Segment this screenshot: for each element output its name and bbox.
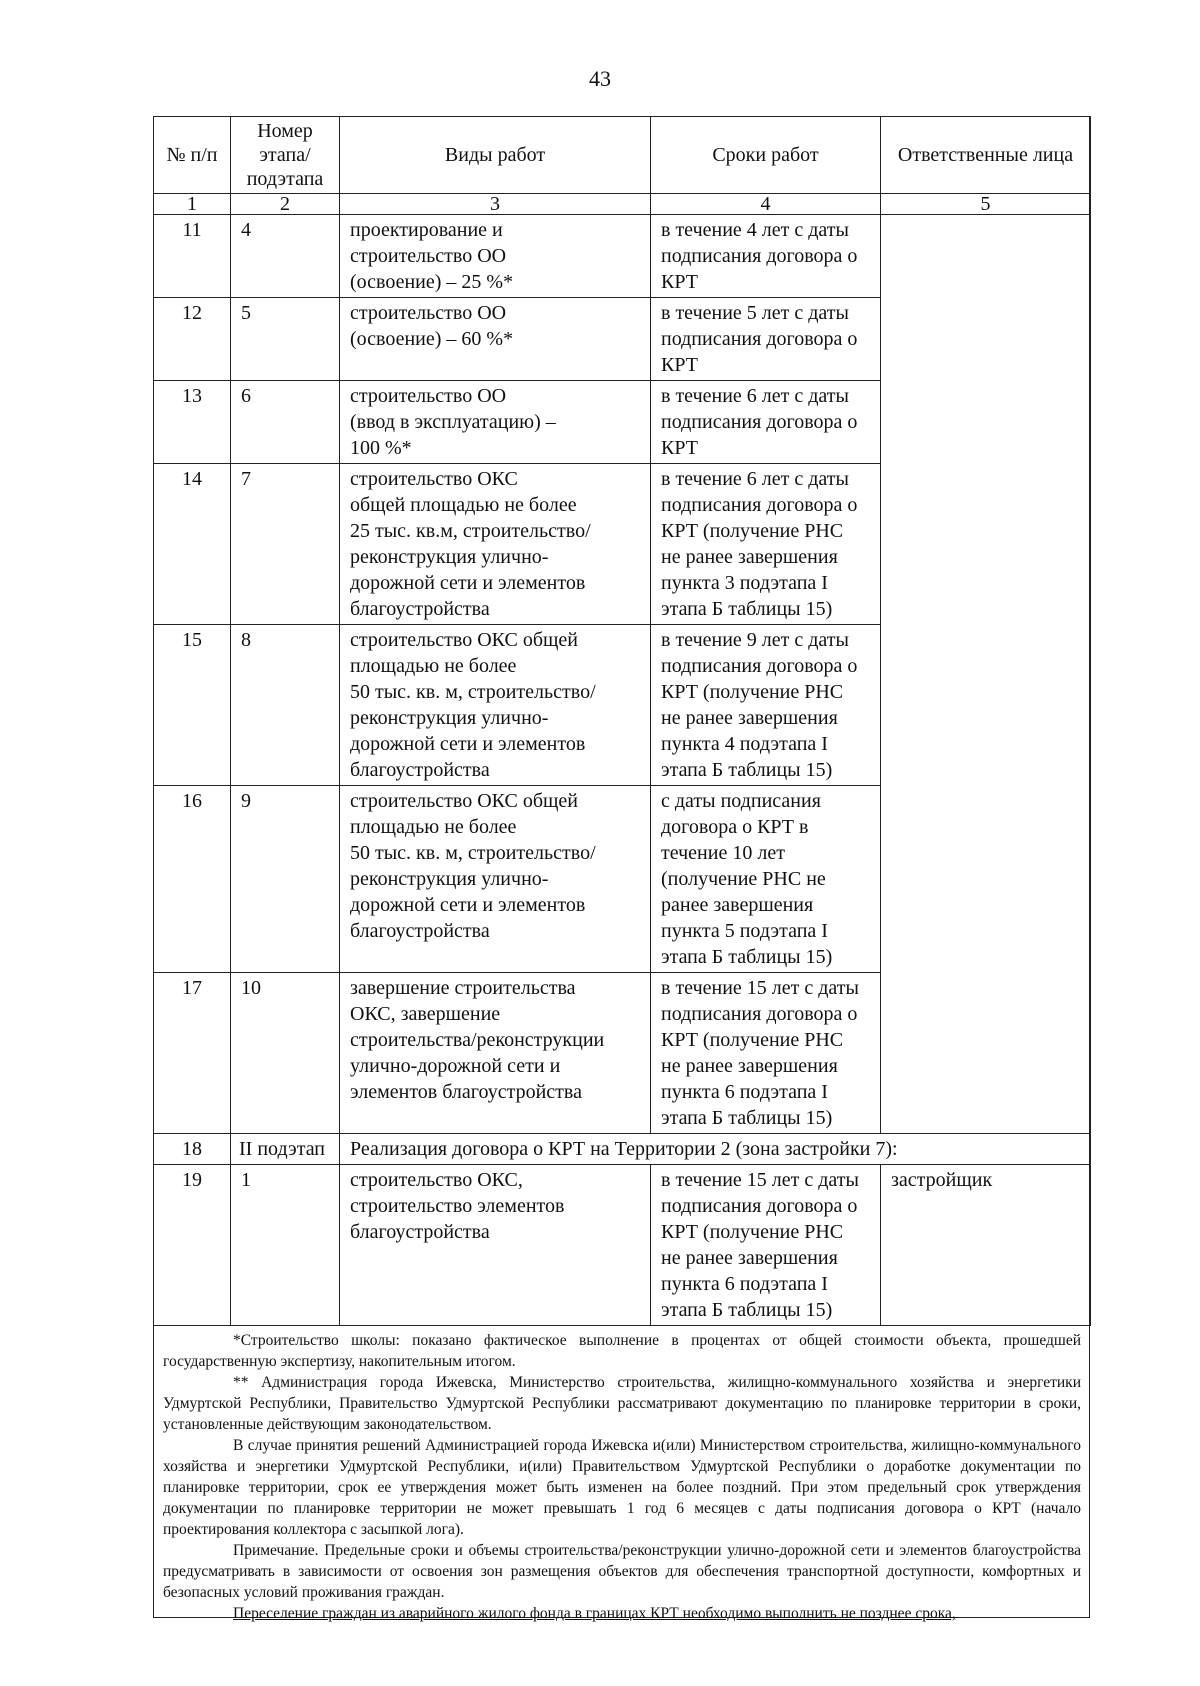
row-number: 17 <box>154 973 231 1134</box>
row-stage: 4 <box>231 215 340 298</box>
column-number-row <box>154 194 1091 215</box>
row-stage: 7 <box>231 464 340 625</box>
row-number: 12 <box>154 298 231 381</box>
row-work: строительство ОКС общей площадью не более 25 тыс. кв.м, строительство/ реконструкция улично- дорожной сети и элементов благоустройства <box>340 464 651 625</box>
row-term: в течение 15 лет с даты подписания договора о КРТ (получение РНС не ранее завершения пункта 6 подэтапа I этапа Б таблицы 15) <box>651 1165 881 1326</box>
column-number: 4 <box>651 194 881 215</box>
page-number: 43 <box>589 66 611 91</box>
works-schedule-table <box>153 116 1091 1326</box>
row-term: в течение 4 лет с даты подписания договора о КРТ <box>651 215 881 298</box>
header-work-types: Виды работ <box>340 117 651 194</box>
header-stage: Номер этапа/ подэтапа <box>231 117 340 194</box>
row-stage: 10 <box>231 973 340 1134</box>
header-responsible: Ответственные лица <box>881 117 1091 194</box>
row-work: строительство ОКС, строительство элементов благоустройства <box>340 1165 651 1326</box>
row-term: в течение 5 лет с даты подписания договора о КРТ <box>651 298 881 381</box>
row-term: в течение 6 лет с даты подписания договора о КРТ (получение РНС не ранее завершения пункта 3 подэтапа I этапа Б таблицы 15) <box>651 464 881 625</box>
column-number: 2 <box>231 194 340 215</box>
row-stage: 6 <box>231 381 340 464</box>
row-work: строительство ОО (ввод в эксплуатацию) – 100 %* <box>340 381 651 464</box>
row-number: 19 <box>154 1165 231 1326</box>
row-term: в течение 15 лет с даты подписания договора о КРТ (получение РНС не ранее завершения пункта 6 подэтапа I этапа Б таблицы 15) <box>651 973 881 1134</box>
row-work: строительство ОО (освоение) – 60 %* <box>340 298 651 381</box>
table-row <box>154 1165 1091 1326</box>
header-work-terms: Сроки работ <box>651 117 881 194</box>
header-number: № п/п <box>154 117 231 194</box>
row-responsible-empty <box>881 215 1091 1134</box>
table-row <box>154 215 1091 298</box>
row-term: в течение 6 лет с даты подписания договора о КРТ <box>651 381 881 464</box>
row-number: 16 <box>154 786 231 973</box>
row-stage: 1 <box>231 1165 340 1326</box>
row-stage: 9 <box>231 786 340 973</box>
column-number: 1 <box>154 194 231 215</box>
row-number: 14 <box>154 464 231 625</box>
row-work: завершение строительства ОКС, завершение строительства/реконструкции улично-дорожной сети и элементов благоустройства <box>340 973 651 1134</box>
row-term: в течение 9 лет с даты подписания договора о КРТ (получение РНС не ранее завершения пункта 4 подэтапа I этапа Б таблицы 15) <box>651 625 881 786</box>
row-work: проектирование и строительство ОО (освоение) – 25 %* <box>340 215 651 298</box>
row-work: строительство ОКС общей площадью не более 50 тыс. кв. м, строительство/ реконструкция улично- дорожной сети и элементов благоустройства <box>340 786 651 973</box>
row-number: 11 <box>154 215 231 298</box>
column-number: 3 <box>340 194 651 215</box>
row-number: 15 <box>154 625 231 786</box>
note-decision: В случае принятия решений Администрацией города Ижевска и(или) Министерством строительства, жилищно-коммунального хозяйства и энергетики Удмуртской Республики, и(или) Правительством Удмуртской Республики о доработке документации по планировке территории, срок ее утверждения может быть изменен на более поздний. При этом предельный срок утверждения документации по планировке территории не может превышать 1 год 6 месяцев с даты подписания договора о КРТ (начало проектирования коллектора с засыпкой лога). <box>163 1437 1081 1538</box>
section-title: Реализация договора о КРТ на Территории 2 (зона застройки 7): <box>340 1134 1091 1165</box>
row-number: 13 <box>154 381 231 464</box>
row-stage: II подэтап <box>231 1134 340 1165</box>
row-term: с даты подписания договора о КРТ в течение 10 лет (получение РНС не ранее завершения пункта 5 подэтапа I этапа Б таблицы 15) <box>651 786 881 973</box>
row-stage: 5 <box>231 298 340 381</box>
column-number: 5 <box>881 194 1091 215</box>
table-header-row <box>154 117 1091 194</box>
footnote-administration: ** Администрация города Ижевска, Министерство строительства, жилищно-коммунального хозяйства и энергетики Удмуртской Республики, Правительство Удмуртской Республики рассматривают документацию по планировке территории в сроки, установленные действующим законодательством. <box>163 1374 1081 1433</box>
footnotes <box>163 1330 1081 1624</box>
row-stage: 8 <box>231 625 340 786</box>
row-work: строительство ОКС общей площадью не более 50 тыс. кв. м, строительство/ реконструкция улично- дорожной сети и элементов благоустройства <box>340 625 651 786</box>
table-row-section <box>154 1134 1091 1165</box>
note-resettlement: Переселение граждан из аварийного жилого фонда в границах КРТ необходимо выполнить не позднее срока, <box>233 1605 956 1622</box>
footnote-school: *Строительство школы: показано фактическое выполнение в процентах от общей стоимости объекта, прошедшей государственную экспертизу, накопительным итогом. <box>163 1332 1081 1370</box>
note-remark: Примечание. Предельные сроки и объемы строительства/реконструкции улично-дорожной сети и элементов благоустройства предусматривать в зависимости от освоения зон размещения объектов для обеспечения транспортной доступности, комфортных и безопасных условий проживания граждан. <box>163 1542 1081 1601</box>
row-responsible: застройщик <box>881 1165 1091 1326</box>
row-number: 18 <box>154 1134 231 1165</box>
